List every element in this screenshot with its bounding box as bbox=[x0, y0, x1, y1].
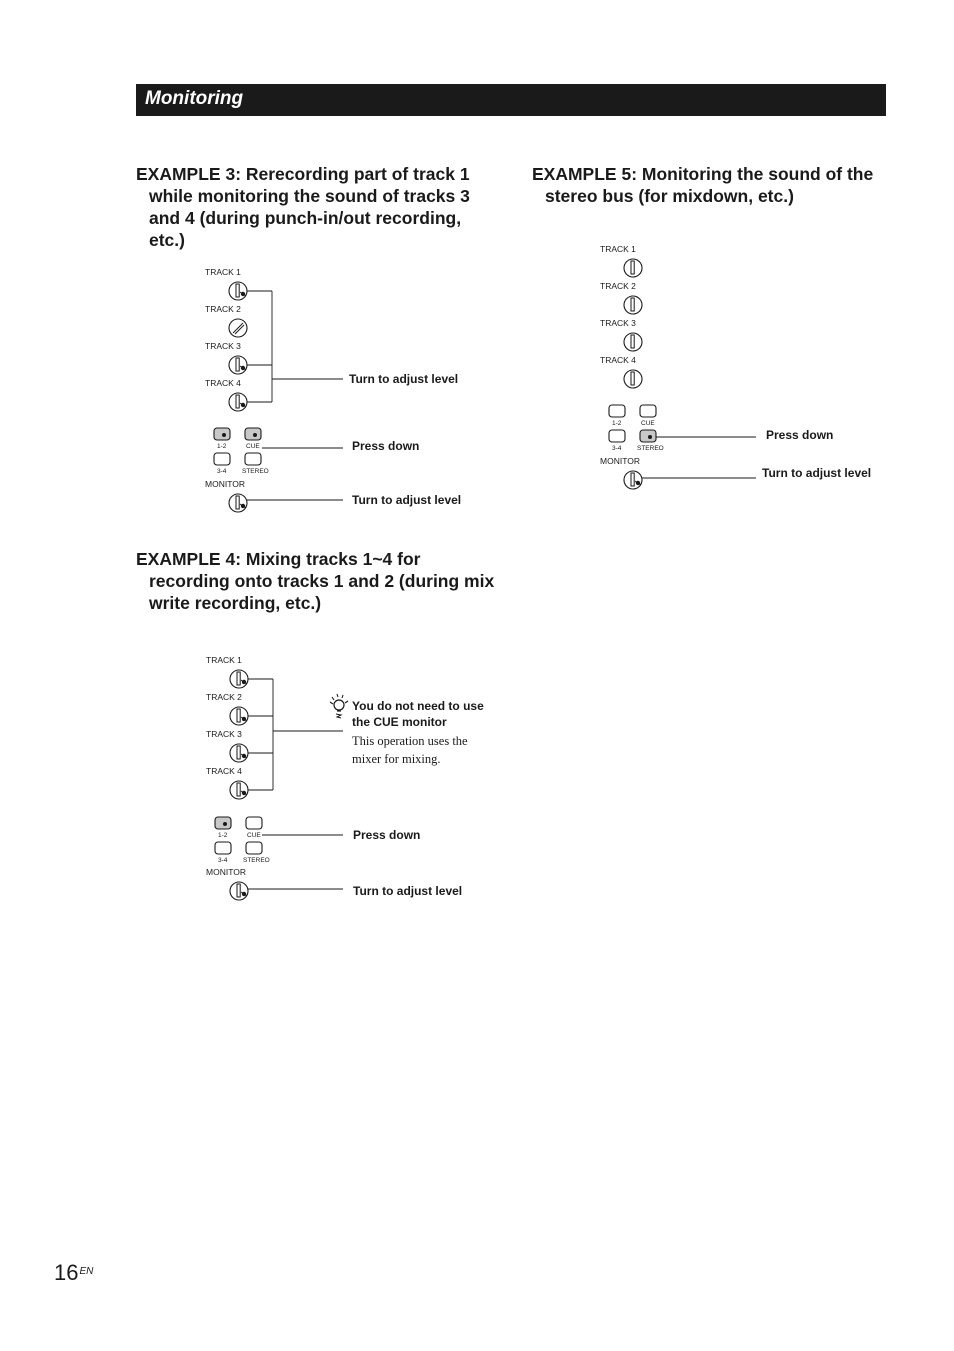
heading-line: write recording, etc.) bbox=[149, 593, 322, 613]
track-label: TRACK 2 bbox=[600, 281, 636, 291]
tip-title bbox=[352, 698, 512, 730]
button-body bbox=[215, 842, 231, 854]
button-body bbox=[609, 405, 625, 417]
tip-body-line: mixer for mixing. bbox=[352, 752, 441, 766]
page-number-value: 16 bbox=[54, 1260, 79, 1285]
track-label: TRACK 3 bbox=[206, 729, 242, 739]
knob-indicator bbox=[237, 746, 240, 759]
heading-line: recording onto tracks 1 and 2 (during mix bbox=[149, 571, 495, 591]
bulb-ray bbox=[342, 695, 343, 698]
heading-line: EXAMPLE 5: Monitoring the sound of the bbox=[532, 164, 874, 184]
track-label: TRACK 1 bbox=[205, 267, 241, 277]
button-led bbox=[222, 433, 226, 437]
button-label: 3-4 bbox=[217, 468, 227, 475]
track-knob-icon bbox=[624, 259, 642, 277]
knob-indicator bbox=[631, 298, 634, 311]
track-label: TRACK 3 bbox=[205, 341, 241, 351]
button-1-2 bbox=[214, 428, 230, 440]
knob-indicator bbox=[237, 884, 240, 897]
button-label: STEREO bbox=[637, 445, 664, 452]
button-stereo bbox=[245, 453, 261, 465]
monitor-knob-icon bbox=[624, 471, 642, 489]
ex3-monitor-callout: Turn to adjust level bbox=[352, 493, 462, 507]
button-1-2 bbox=[215, 817, 231, 829]
button-body bbox=[215, 817, 231, 829]
button-cue bbox=[245, 428, 261, 440]
button-body bbox=[609, 430, 625, 442]
bulb-thread bbox=[336, 714, 341, 718]
knob-indicator bbox=[631, 335, 634, 348]
bulb-ray bbox=[332, 697, 334, 700]
monitor-label: MONITOR bbox=[206, 867, 246, 877]
ex5-monitor-callout: Turn to adjust level bbox=[762, 466, 872, 480]
knob-indicator bbox=[237, 709, 240, 722]
track-label: TRACK 2 bbox=[205, 304, 241, 314]
track-knob-icon bbox=[624, 333, 642, 351]
button-body bbox=[246, 842, 262, 854]
button-3-4 bbox=[609, 430, 625, 442]
track-label: TRACK 3 bbox=[600, 318, 636, 328]
knob-indicator bbox=[236, 358, 239, 371]
track-knob-icon bbox=[230, 670, 248, 688]
ex4-monitor-callout: Turn to adjust level bbox=[353, 884, 463, 898]
button-3-4 bbox=[214, 453, 230, 465]
button-stereo bbox=[246, 842, 262, 854]
section-title: Monitoring bbox=[145, 88, 244, 109]
bulb-ray bbox=[330, 702, 333, 704]
monitor-label: MONITOR bbox=[205, 479, 245, 489]
button-led bbox=[253, 433, 257, 437]
track-knob-icon bbox=[230, 744, 248, 762]
knob-indicator bbox=[631, 473, 634, 486]
page-suffix: EN bbox=[79, 1266, 94, 1277]
monitor-label: MONITOR bbox=[600, 456, 640, 466]
button-cue bbox=[640, 405, 656, 417]
knob-indicator bbox=[236, 395, 239, 408]
knob-indicator bbox=[631, 261, 634, 274]
monitor-knob-icon bbox=[230, 882, 248, 900]
track-knob-icon bbox=[624, 296, 642, 314]
button-label: CUE bbox=[247, 832, 261, 839]
button-body bbox=[246, 817, 262, 829]
track-label: TRACK 4 bbox=[600, 355, 636, 365]
ex4-tip-note bbox=[352, 698, 512, 768]
knob-indicator bbox=[237, 672, 240, 685]
tip-body bbox=[352, 732, 512, 768]
track-knob-icon bbox=[230, 781, 248, 799]
heading-line: while monitoring the sound of tracks 3 bbox=[149, 186, 470, 206]
button-3-4 bbox=[215, 842, 231, 854]
button-label: 1-2 bbox=[218, 832, 228, 839]
track-label: TRACK 1 bbox=[206, 655, 242, 665]
button-label: 1-2 bbox=[217, 443, 227, 450]
button-label: 1-2 bbox=[612, 420, 622, 427]
monitor-knob-icon bbox=[229, 494, 247, 512]
page-number bbox=[54, 1260, 93, 1286]
button-body bbox=[245, 453, 261, 465]
button-body bbox=[640, 405, 656, 417]
bulb-glass bbox=[334, 700, 344, 710]
track-label: TRACK 2 bbox=[206, 692, 242, 702]
button-body bbox=[214, 428, 230, 440]
lightbulb-icon bbox=[330, 694, 348, 718]
button-stereo bbox=[640, 430, 656, 442]
button-cue bbox=[246, 817, 262, 829]
tip-title-line: the CUE monitor bbox=[352, 715, 447, 729]
heading-line: and 4 (during punch-in/out recording, bbox=[149, 208, 462, 228]
heading-line: etc.) bbox=[149, 230, 185, 250]
track-knob-icon bbox=[624, 370, 642, 388]
track-knob-icon bbox=[230, 707, 248, 725]
button-led bbox=[223, 822, 227, 826]
ex3-buttons-callout: Press down bbox=[352, 439, 420, 453]
knob-indicator bbox=[237, 783, 240, 796]
track-knob-icon bbox=[229, 282, 247, 300]
ex5-buttons-callout: Press down bbox=[766, 428, 834, 442]
button-led bbox=[648, 435, 652, 439]
button-label: CUE bbox=[641, 420, 655, 427]
track-knob-icon bbox=[229, 319, 247, 337]
button-body bbox=[245, 428, 261, 440]
bulb-ray bbox=[345, 701, 348, 703]
button-1-2 bbox=[609, 405, 625, 417]
track-knob-icon bbox=[229, 393, 247, 411]
button-label: 3-4 bbox=[218, 857, 228, 864]
knob-indicator bbox=[631, 372, 634, 385]
heading-line: EXAMPLE 3: Rerecording part of track 1 bbox=[136, 164, 470, 184]
tip-title-line: You do not need to use bbox=[352, 699, 484, 713]
knob-indicator bbox=[236, 496, 239, 509]
ex4-buttons-callout: Press down bbox=[353, 828, 421, 842]
button-body bbox=[640, 430, 656, 442]
button-label: STEREO bbox=[243, 857, 270, 864]
button-label: 3-4 bbox=[612, 445, 622, 452]
ex3-tracks-callout: Turn to adjust level bbox=[349, 372, 459, 386]
button-body bbox=[214, 453, 230, 465]
tip-body-line: This operation uses the bbox=[352, 734, 468, 748]
heading-line: stereo bus (for mixdown, etc.) bbox=[545, 186, 794, 206]
bulb-ray bbox=[337, 694, 338, 697]
button-label: STEREO bbox=[242, 468, 269, 475]
knob-indicator bbox=[236, 284, 239, 297]
track-label: TRACK 4 bbox=[205, 378, 241, 388]
heading-line: EXAMPLE 4: Mixing tracks 1~4 for bbox=[136, 549, 421, 569]
track-label: TRACK 4 bbox=[206, 766, 242, 776]
track-knob-icon bbox=[229, 356, 247, 374]
track-label: TRACK 1 bbox=[600, 244, 636, 254]
button-label: CUE bbox=[246, 443, 260, 450]
